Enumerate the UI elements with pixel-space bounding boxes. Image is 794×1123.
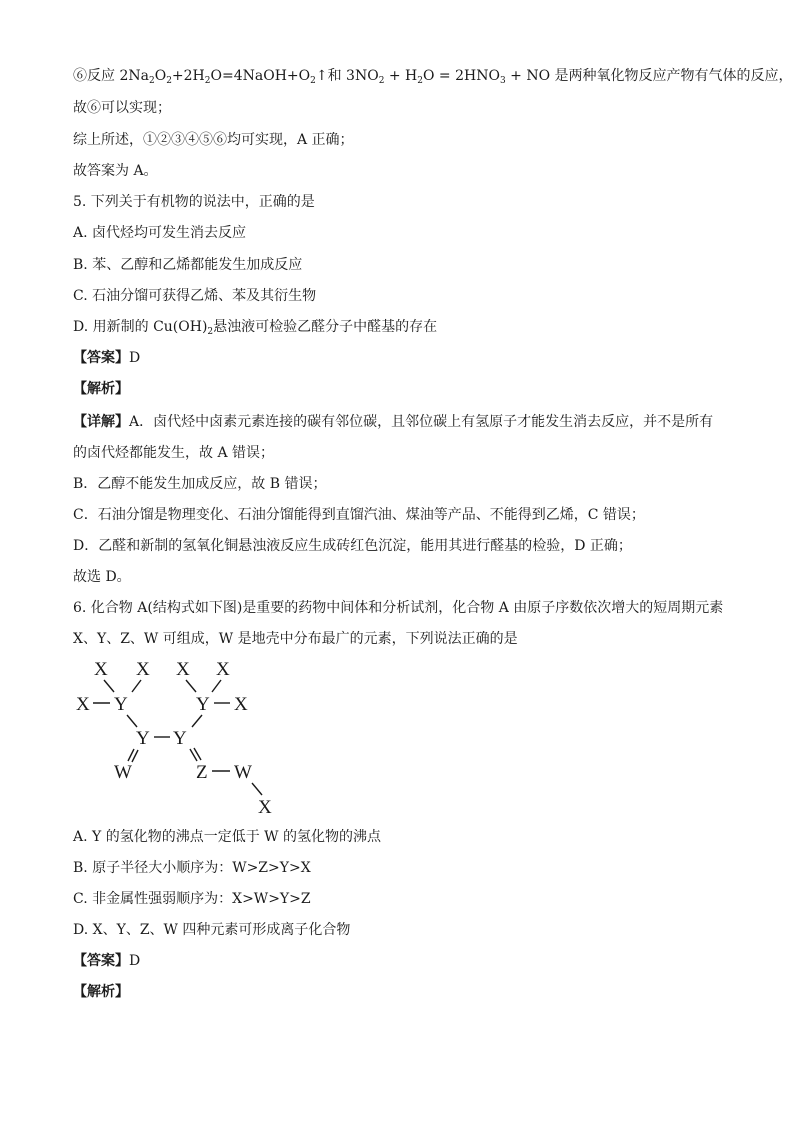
text: O = 2HNO	[423, 68, 500, 84]
paragraph-line: 故⑥可以实现；	[73, 100, 171, 116]
question-6-stem: 6. 化合物 A(结构式如下图)是重要的药物中间体和分析试剂，化合物 A 由原子序数依次增大的短周期元素	[73, 600, 724, 616]
atom-w: W	[114, 762, 132, 783]
answer-label: 【答案】	[73, 953, 129, 969]
bond	[127, 715, 137, 727]
detail-5-line: C．石油分馏是物理变化、石油分馏能得到直馏汽油、煤油等产品、不能得到乙烯，C 错误；	[73, 507, 645, 523]
analysis-5-heading: 【解析】	[73, 381, 129, 397]
text: + NO 是两种氧化物反应产物有气体的反应，	[505, 68, 793, 84]
bond	[104, 680, 114, 692]
atom-y: Y	[173, 728, 187, 749]
atom-y: Y	[196, 694, 210, 715]
subscript: 2	[148, 76, 155, 86]
text: O=4NaOH+O	[210, 68, 311, 84]
question-6-option-a: A. Y 的氢化物的沸点一定低于 W 的氢化物的沸点	[73, 829, 381, 845]
atom-x: X	[76, 694, 90, 715]
question-6-stem: X、Y、Z、W 可组成，W 是地壳中分布最广的元素，下列说法正确的是	[73, 631, 518, 647]
detail-5-line: D．乙醛和新制的氢氧化铜悬浊液反应生成砖红色沉淀，能用其进行醛基的检验，D 正确；	[73, 538, 632, 554]
answer-label: 【答案】	[73, 350, 129, 366]
bond	[252, 783, 262, 795]
question-6-option-b: B. 原子半径大小顺序为：W>Z>Y>X	[73, 860, 311, 876]
subscript: 2	[310, 76, 316, 86]
bond	[186, 680, 196, 692]
subscript: 2	[204, 76, 211, 86]
text: D. 用新制的 Cu(OH)	[73, 319, 208, 335]
subscript: 3	[499, 76, 506, 86]
question-5-option-a: A. 卤代烃均可发生消去反应	[73, 225, 247, 241]
detail-label: 【详解】	[73, 414, 129, 430]
bond	[192, 715, 202, 727]
atom-x: X	[216, 659, 230, 680]
subscript: 2	[417, 76, 423, 86]
atom-y: Y	[136, 728, 150, 749]
atom-z: Z	[196, 762, 208, 783]
atom-x: X	[136, 659, 150, 680]
atom-x: X	[258, 797, 272, 818]
bond	[212, 680, 221, 692]
subscript: 2	[207, 327, 214, 337]
detail-5-line: B．乙醇不能发生加成反应，故 B 错误；	[73, 476, 327, 492]
text: ⑥反应 2Na	[73, 68, 149, 84]
text: ↑和 3NO	[315, 68, 379, 84]
paragraph-line: 故答案为 A。	[73, 163, 158, 179]
question-5-option-d	[73, 317, 437, 342]
reaction-line	[73, 66, 793, 91]
atom-x: X	[94, 659, 108, 680]
answer-value: D	[129, 953, 141, 969]
question-5-option-c: C. 石油分馏可获得乙烯、苯及其衍生物	[73, 288, 317, 304]
question-5-option-b: B. 苯、乙醇和乙烯都能发生加成反应	[73, 257, 303, 273]
atom-x: X	[234, 694, 248, 715]
question-5-stem: 5. 下列关于有机物的说法中，正确的是	[73, 194, 315, 210]
atom-x: X	[176, 659, 190, 680]
text: + H	[384, 68, 418, 84]
text: O	[154, 68, 167, 84]
analysis-6-heading: 【解析】	[73, 984, 129, 1000]
detail-5-line: 故选 D。	[73, 569, 131, 585]
detail-5-line	[73, 412, 713, 432]
atom-y: Y	[114, 694, 128, 715]
paragraph-line: 综上所述，①②③④⑤⑥均可实现，A 正确；	[73, 132, 354, 148]
answer-6	[73, 951, 140, 971]
answer-value: D	[129, 350, 141, 366]
structural-formula-diagram	[70, 655, 290, 820]
subscript: 2	[378, 76, 385, 86]
text: 悬浊液可检验乙醛分子中醛基的存在	[213, 319, 438, 335]
detail-5-line: 的卤代烃都能发生，故 A 错误；	[73, 445, 275, 461]
text: +2H	[171, 68, 205, 84]
text: A．卤代烃中卤素元素连接的碳有邻位碳，且邻位碳上有氢原子才能发生消去反应，并不是所有	[129, 414, 714, 430]
atom-w: W	[234, 762, 252, 783]
answer-5	[73, 348, 140, 368]
question-6-option-d: D. X、Y、Z、W 四种元素可形成离子化合物	[73, 922, 351, 938]
subscript: 2	[166, 76, 172, 86]
question-6-option-c: C. 非金属性强弱顺序为：X>W>Y>Z	[73, 891, 311, 907]
bond	[132, 680, 141, 692]
